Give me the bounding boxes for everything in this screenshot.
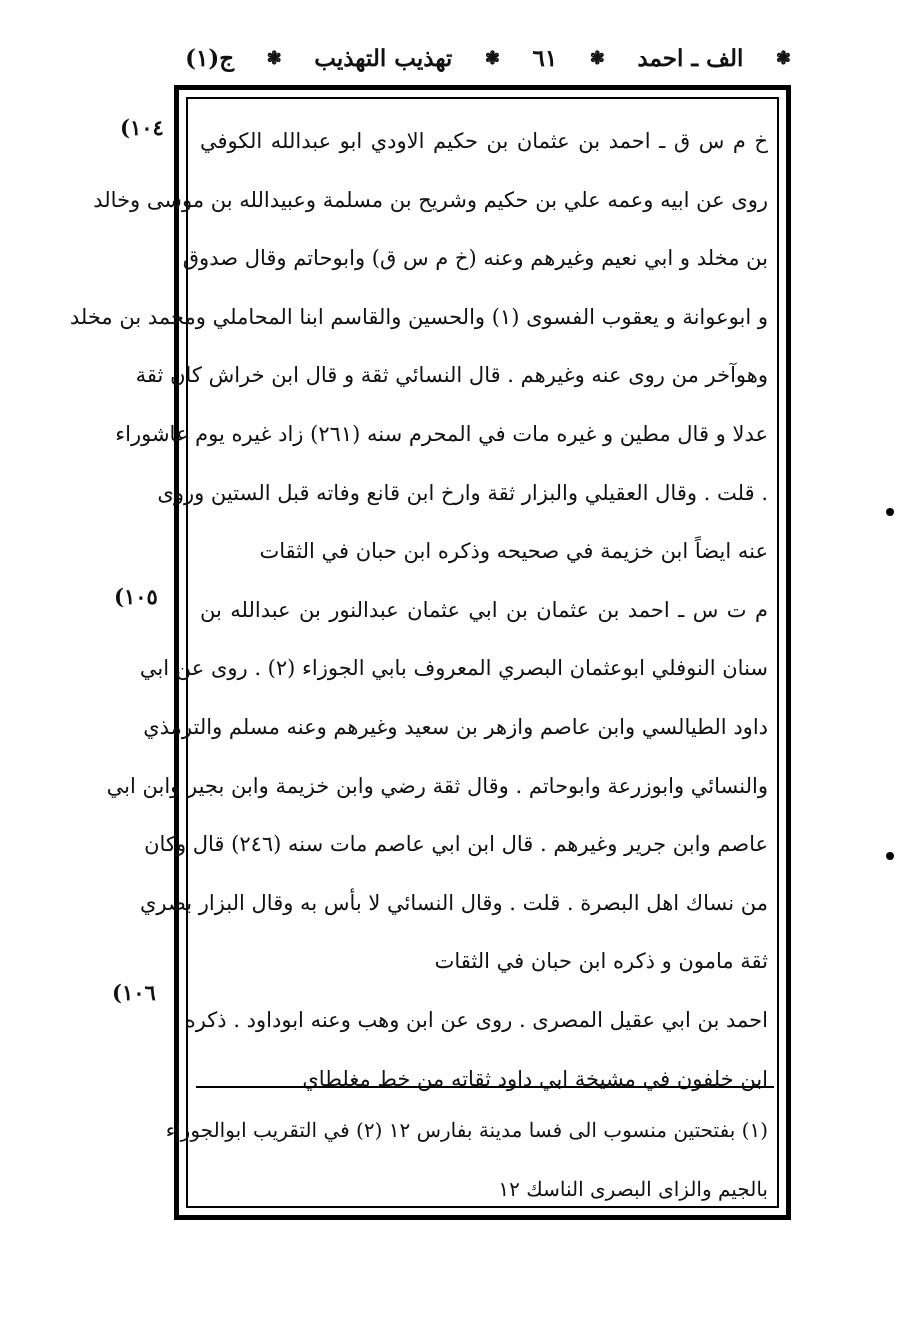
text-line: عاصم وابن جرير وغيرهم . قال ابن ابي عاصم مات سنه (٢٤٦) قال وكان [144,832,768,857]
footnote-line: (١) بفتحتين منسوب الى فسا مدينة بفارس ١٢ (٢) في التقريب ابوالجوزاء [165,1118,768,1142]
volume-label: ج(١) [185,44,235,72]
text-line: احمد بن ابي عقيل المصرى . روى عن ابن وهب وعنه ابوداود . ذكره [184,1007,768,1032]
text-line: عنه ايضاً ابن خزيمة في صحيحه وذكره ابن حبان في الثقات [259,539,768,564]
footnote-divider [196,1086,774,1088]
entry-number: (١٠٦ [112,980,156,1005]
page-number: ٦١ [532,44,558,72]
section-title: الف ـ احمد [637,44,744,72]
ornament-icon: ❃ [266,47,282,69]
entry-number: (١٠٤ [120,115,164,140]
text-line: خ م س ق ـ احمد بن عثمان بن حكيم الاودي ابو عبدالله الكوفي [200,129,768,153]
ornament-icon: ❃ [484,47,500,69]
entry-number: (١٠٥ [114,584,158,609]
margin-mark [886,852,894,860]
footnote-line: بالجيم والزاى البصرى الناسك ١٢ [498,1176,768,1201]
ornament-icon: ❃ [775,47,791,69]
text-line: روى عن ابيه وعمه علي بن حكيم وشريح بن مسلمة وعبيدالله بن موسى وخالد [93,187,768,212]
text-line: عدلا و قال مطين و غيره مات في المحرم سنه (٢٦١) زاد غيره يوم عاشوراء [115,421,768,446]
text-line: . قلت . وقال العقيلي والبزار ثقة وارخ ابن قانع وفاته قبل الستين وروى [157,480,768,505]
text-line: بن مخلد و ابي نعيم وغيرهم وعنه (خ م س ق) وابوحاتم وقال صدوق [182,246,768,271]
text-line: والنسائي وابوزرعة وابوحاتم . وقال ثقة رضي وابن خزيمة وابن بجير وابن ابي [106,773,768,798]
text-line: ابن خلفون في مشيخة ابي داود ثقاته من خط مغلطاي [302,1066,768,1091]
text-line: و ابوعوانة و يعقوب الفسوى (١) والحسين والقاسم ابنا المحاملي ومحمد بن مخلد [69,304,768,329]
ornament-icon: ❃ [589,47,605,69]
entry-106 [184,991,768,1108]
text-line: ثقة مامون و ذكره ابن حبان في الثقات [434,949,768,974]
margin-mark [886,508,894,516]
text-line: وهوآخر من روى عنه وغيرهم . قال النسائي ثقة و قال ابن خراش كان ثقة [135,363,768,388]
book-title: تهذيب التهذيب [314,44,453,72]
text-line: داود الطيالسي وابن عاصم وازهر بن سعيد وغيرهم وعنه مسلم والترمذي [143,714,768,739]
footnotes [165,1102,768,1219]
text-line: م ت س ـ احمد بن عثمان بن ابي عثمان عبدالنور بن عبدالله بن [200,597,768,622]
page-header [185,38,795,78]
text-line: من نساك اهل البصرة . قلت . وقال النسائي لا بأس به وقال البزار بصري [139,890,768,915]
text-line: سنان النوفلي ابوعثمان البصري المعروف بابي الجوزاء (٢) . روى عن ابي [139,656,768,681]
